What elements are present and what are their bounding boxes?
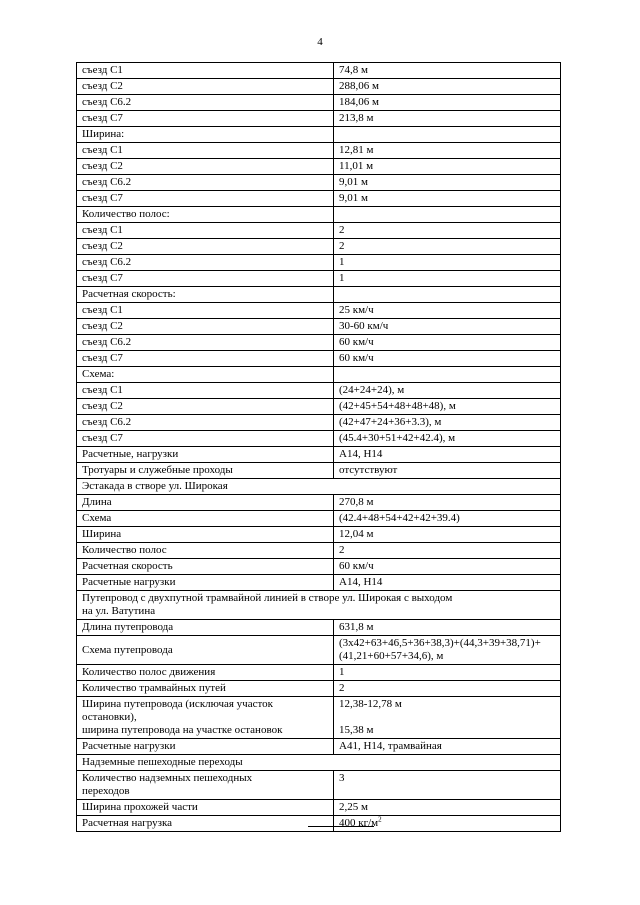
table-row: [77, 175, 561, 191]
table-row: [77, 287, 561, 303]
param-cell: съезд С7: [77, 431, 334, 447]
table-row: [77, 335, 561, 351]
value-cell: 270,8 м: [334, 495, 561, 511]
table-row: [77, 351, 561, 367]
param-cell: съезд С7: [77, 191, 334, 207]
param-cell: Ширина прохожей части: [77, 800, 334, 816]
value-cell: 12,81 м: [334, 143, 561, 159]
param-cell: съезд С2: [77, 79, 334, 95]
value-cell: 60 км/ч: [334, 351, 561, 367]
param-line: остановки),: [82, 711, 137, 723]
value-line: (41,21+60+57+34,6), м: [339, 650, 444, 662]
value-cell: 2,25 м: [334, 800, 561, 816]
param-cell: Ширина:: [77, 127, 334, 143]
param-cell: Количество трамвайных путей: [77, 681, 334, 697]
param-line: Количество надземных пешеходных: [82, 772, 253, 784]
param-cell: Длина путепровода: [77, 620, 334, 636]
value-cell: 30-60 км/ч: [334, 319, 561, 335]
value-cell: А41, Н14, трамвайная: [334, 739, 561, 755]
param-cell: Расчетная скорость: [77, 559, 334, 575]
value-cell: 12,04 м: [334, 527, 561, 543]
section-heading: Эстакада в створе ул. Широкая: [77, 479, 561, 495]
value-cell: 11,01 м: [334, 159, 561, 175]
value-cell: 60 км/ч: [334, 335, 561, 351]
value-cell: 184,06 м: [334, 95, 561, 111]
table-row: [77, 697, 561, 739]
value-cell: 213,8 м: [334, 111, 561, 127]
table-row: [77, 681, 561, 697]
table-row: [77, 816, 561, 832]
param-cell: съезд С1: [77, 63, 334, 79]
table-row: [77, 207, 561, 223]
param-cell: съезд С6.2: [77, 255, 334, 271]
param-cell: съезд С7: [77, 111, 334, 127]
table-row: [77, 511, 561, 527]
value-cell: [334, 127, 561, 143]
param-cell: съезд С6.2: [77, 95, 334, 111]
param-cell: Расчетные, нагрузки: [77, 447, 334, 463]
value-cell: (42+45+54+48+48+48), м: [334, 399, 561, 415]
table-row: [77, 367, 561, 383]
value-cell: 1: [334, 255, 561, 271]
param-cell: съезд С6.2: [77, 415, 334, 431]
table-row: [77, 191, 561, 207]
table-row: [77, 559, 561, 575]
table-row: [77, 447, 561, 463]
table-row: [77, 63, 561, 79]
param-cell: Расчетные нагрузки: [77, 739, 334, 755]
footer-rule: [308, 826, 374, 827]
param-cell: Количество полос: [77, 543, 334, 559]
value-cell: А14, Н14: [334, 575, 561, 591]
section-heading: Надземные пешеходные переходы: [77, 755, 561, 771]
value-cell: 1: [334, 271, 561, 287]
param-cell: Количество полос движения: [77, 665, 334, 681]
value-cell: А14, Н14: [334, 447, 561, 463]
param-cell: Расчетные нагрузки: [77, 575, 334, 591]
value-cell: 2: [334, 223, 561, 239]
value-cell: (42+47+24+36+3.3), м: [334, 415, 561, 431]
value-cell: (42.4+48+54+42+42+39.4): [334, 511, 561, 527]
table-row: [77, 575, 561, 591]
param-cell: съезд С1: [77, 383, 334, 399]
param-line: переходов: [82, 785, 130, 797]
param-cell: съезд С7: [77, 351, 334, 367]
param-line: ширина путепровода на участке остановок: [82, 724, 283, 736]
param-cell: Расчетная нагрузка: [77, 816, 334, 832]
table-row: [77, 399, 561, 415]
value-line: 15,38 м: [339, 724, 374, 736]
value-text: 400 кг/м: [339, 817, 379, 829]
param-cell: Количество полос:: [77, 207, 334, 223]
table-row: [77, 431, 561, 447]
param-cell: съезд С1: [77, 303, 334, 319]
value-cell: 2: [334, 543, 561, 559]
specifications-table: [76, 62, 561, 832]
value-cell: [334, 816, 561, 832]
value-cell: 74,8 м: [334, 63, 561, 79]
table-row: [77, 159, 561, 175]
param-cell: Ширина: [77, 527, 334, 543]
value-cell: [334, 207, 561, 223]
table-row: [77, 79, 561, 95]
param-cell: съезд С1: [77, 223, 334, 239]
param-cell: съезд С6.2: [77, 335, 334, 351]
value-cell: 288,06 м: [334, 79, 561, 95]
section-row: [77, 591, 561, 620]
value-cell: 2: [334, 239, 561, 255]
param-cell: съезд С7: [77, 271, 334, 287]
value-cell: 60 км/ч: [334, 559, 561, 575]
table-row: [77, 771, 561, 800]
table-row: [77, 415, 561, 431]
value-cell: 2: [334, 681, 561, 697]
section-heading-line: Путепровод с двухпутной трамвайной линией в створе ул. Широкая с выходом: [82, 592, 453, 604]
value-cell: 631,8 м: [334, 620, 561, 636]
section-row: [77, 755, 561, 771]
value-line: 12,38-12,78 м: [339, 698, 402, 710]
table-row: [77, 95, 561, 111]
value-cell: [334, 367, 561, 383]
param-cell: съезд С2: [77, 159, 334, 175]
table-row: [77, 255, 561, 271]
page-number: 4: [317, 36, 323, 48]
value-cell: (45.4+30+51+42+42.4), м: [334, 431, 561, 447]
param-cell: съезд С2: [77, 239, 334, 255]
param-cell: Схема: [77, 511, 334, 527]
table-row: [77, 495, 561, 511]
param-cell: [77, 697, 334, 739]
table-row: [77, 271, 561, 287]
value-cell: 9,01 м: [334, 175, 561, 191]
value-cell: [334, 287, 561, 303]
param-cell: Схема путепровода: [77, 636, 334, 665]
table-row: [77, 239, 561, 255]
table-row: [77, 543, 561, 559]
value-cell: 3: [334, 771, 561, 800]
param-cell: съезд С2: [77, 399, 334, 415]
value-cell: (24+24+24), м: [334, 383, 561, 399]
value-cell: 25 км/ч: [334, 303, 561, 319]
value-line: (3x42+63+46,5+36+38,3)+(44,3+39+38,71)+: [339, 637, 541, 649]
unit-superscript: 2: [378, 815, 382, 824]
table-row: [77, 527, 561, 543]
table-row: [77, 739, 561, 755]
table-row: [77, 800, 561, 816]
param-cell: съезд С2: [77, 319, 334, 335]
param-cell: Схема:: [77, 367, 334, 383]
value-cell: 1: [334, 665, 561, 681]
param-cell: съезд С1: [77, 143, 334, 159]
value-cell: [334, 636, 561, 665]
table-row: [77, 665, 561, 681]
section-row: [77, 479, 561, 495]
table-row: [77, 111, 561, 127]
param-cell: Длина: [77, 495, 334, 511]
table-row: [77, 223, 561, 239]
section-heading: [77, 591, 561, 620]
param-line: Ширина путепровода (исключая участок: [82, 698, 273, 710]
table-row: [77, 463, 561, 479]
table-row: [77, 319, 561, 335]
value-cell: отсутствуют: [334, 463, 561, 479]
value-cell: 9,01 м: [334, 191, 561, 207]
param-cell: [77, 771, 334, 800]
table-row: [77, 143, 561, 159]
value-cell: [334, 697, 561, 739]
param-cell: Расчетная скорость:: [77, 287, 334, 303]
table-row: [77, 383, 561, 399]
table-row: [77, 620, 561, 636]
table-row: [77, 636, 561, 665]
section-heading-line: на ул. Ватутина: [82, 605, 156, 617]
table-row: [77, 127, 561, 143]
table-row: [77, 303, 561, 319]
param-cell: Тротуары и служебные проходы: [77, 463, 334, 479]
param-cell: съезд С6.2: [77, 175, 334, 191]
